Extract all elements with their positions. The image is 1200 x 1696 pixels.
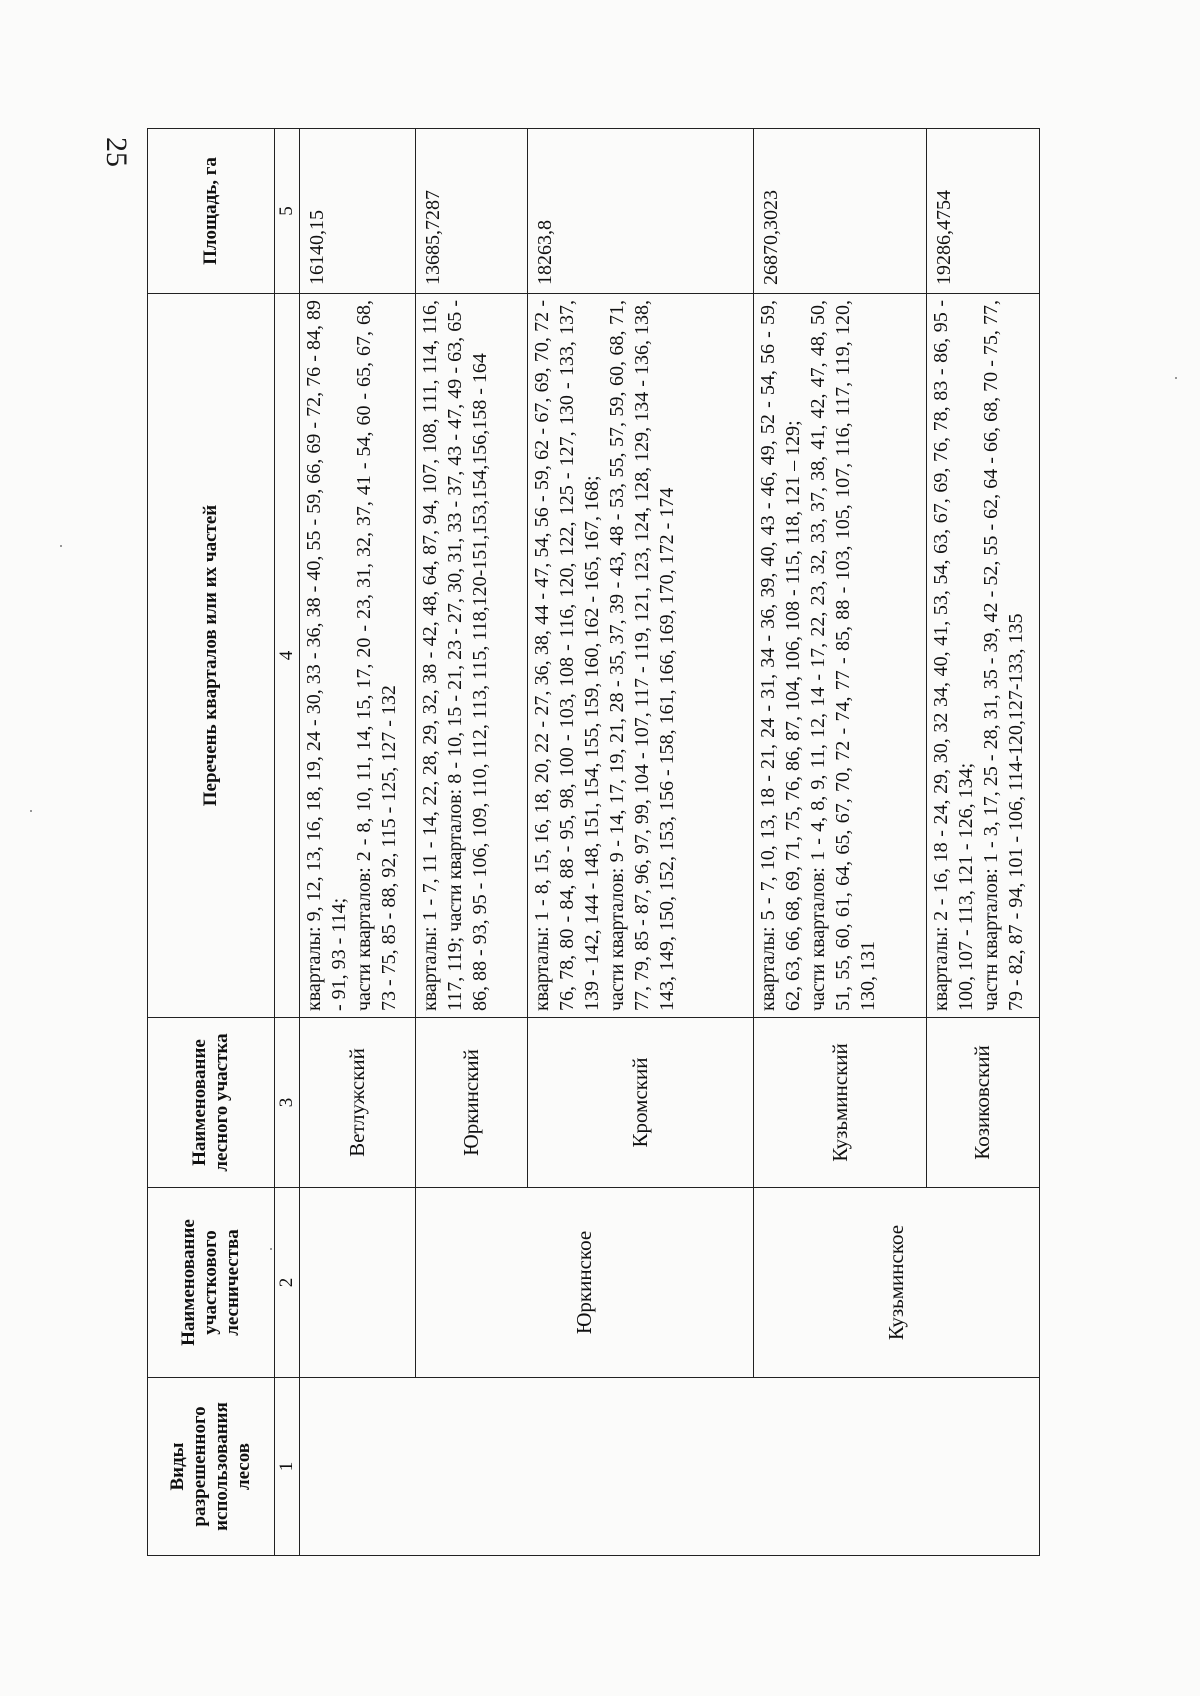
header-area: Площадь, га [148,129,275,294]
area-cell: 18263,8 [528,129,754,294]
quarters-text: части кварталов: 1 - 4, 8, 9, 11, 12, 14 - 17, 22, 23, 32, 33, 37, 38, 41, 42, 47, 48, 50, 51, 55, 60, 61, 64, 65, 67, 70, 72 - 74, 77 - 85, 88 - 103, 105, 107, 116, 117, 119, 120, 130, 131 [807,300,880,1011]
use-type-cell [299,1378,1039,1556]
column-number-row [275,129,300,1556]
scan-speck [60,545,62,547]
col-number: 4 [275,294,300,1018]
header-row [148,129,275,1556]
header-quarters: Перечень кварталов или их частей [148,294,275,1018]
quarters-text: части кварталов: 9 - 14, 17, 19, 21, 28 - 35, 37, 39 - 43, 48 - 53, 55, 57, 59, 60, 68, 71, 77, 79, 85 - 87, 96, 97, 99, 104 - 107, 117 - 119, 121, 123, 124, 128, 129, 134 - 136, 138, 143, 149, 150, 152, 153, 156 - 158, 161, 166, 169, 170, 172 - 174 [606,300,679,1011]
header-plot: Наименование лесного участка [148,1018,275,1188]
scan-speck [270,1248,272,1250]
col-number: 5 [275,129,300,294]
quarters-text: кварталы: 1 - 7, 11 - 14, 22, 28, 29, 32, 38 - 42, 48, 64, 87, 94, 107, 108, 111, 114, 116, 117, 119; части кварталов: 8 - 10, 15 - 21, 23 - 27, 30, 31, 33 - 37, 43 - 47, 49 - 63, 65 - 86, 88 - 93, 95 - 106, 109, 110, 112, 113, 115, 118,120-151,153,154,156,158 - 164 [419,300,492,1011]
quarters-text: части кварталов: 2 - 8, 10, 11, 14, 15, 17, 20 - 23, 31, 32, 37, 41 - 54, 60 - 65, 67, 68, 73 - 75, 85 - 88, 92, 115 - 125, 127 - 132 [352,300,400,1011]
scan-speck [30,810,32,812]
rotated-table-container [147,129,1040,1556]
col-number: 3 [275,1018,300,1188]
scan-speck [1175,377,1177,379]
table-row [416,129,528,1556]
plot-name-cell: Ветлужский [299,1018,415,1188]
area-cell: 16140,15 [299,129,415,294]
header-use-types: Виды разрешенного использования лесов [148,1378,275,1556]
area-cell: 13685,7287 [416,129,528,294]
forest-quarters-table [147,128,1040,1556]
quarters-cell [416,294,528,1018]
col-number: 2 [275,1188,300,1378]
quarters-text: кварталы: 2 - 16, 18 - 24, 29, 30, 32 34, 40, 41, 53, 54, 63, 67, 69, 76, 78, 83 - 86, 95 - 100, 107 - 113, 121 - 126, 134; [929,300,977,1011]
plot-name-cell: Юркинский [416,1018,528,1188]
plot-name-cell: Козиковский [926,1018,1039,1188]
district-cell: Юркинское [416,1188,754,1378]
quarters-text: частн кварталов: 1 - 3, 17, 25 - 28, 31, 35 - 39, 42 - 52, 55 - 62, 64 - 66, 68, 70 - 75, 77, 79 - 82, 87 - 94, 101 - 106, 114-120,127-133, 135 [979,300,1027,1011]
quarters-text: кварталы: 9, 12, 13, 16, 18, 19, 24 - 30, 33 - 36, 38 - 40, 55 - 59, 66, 69 - 72, 76 - 84, 89 - 91, 93 - 114; [302,300,350,1011]
table-row [299,129,415,1556]
quarters-cell [754,294,926,1018]
quarters-cell [299,294,415,1018]
page-number: 25 [100,137,133,167]
header-district: Наименование участкового лесничества [148,1188,275,1378]
district-cell [299,1188,415,1378]
quarters-cell [926,294,1039,1018]
plot-name-cell: Кромский [528,1018,754,1188]
plot-name-cell: Кузьминский [754,1018,926,1188]
quarters-text: кварталы: 5 - 7, 10, 13, 18 - 21, 24 - 31, 34 - 36, 39, 40, 43 - 46, 49, 52 - 54, 56 - 59, 62, 63, 66, 68, 69, 71, 75, 76, 86, 87, 104, 106, 108 - 115, 118, 121 – 129; [757,300,805,1011]
area-cell: 19286,4754 [926,129,1039,294]
table-row [754,129,926,1556]
district-cell: Кузьминское [754,1188,1040,1378]
area-cell: 26870,3023 [754,129,926,294]
col-number: 1 [275,1378,300,1556]
quarters-text: кварталы: 1 - 8, 15, 16, 18, 20, 22 - 27, 36, 38, 44 - 47, 54, 56 - 59, 62 - 67, 69, 70, 72 - 76, 78, 80 - 84, 88 - 95, 98, 100 - 103, 108 - 116, 120, 122, 125 - 127, 130 - 133, 137, 139 - 142, 144 - 148, 151, 154, 155, 159, 160, 162 - 165, 167, 168; [531,300,604,1011]
quarters-cell [528,294,754,1018]
